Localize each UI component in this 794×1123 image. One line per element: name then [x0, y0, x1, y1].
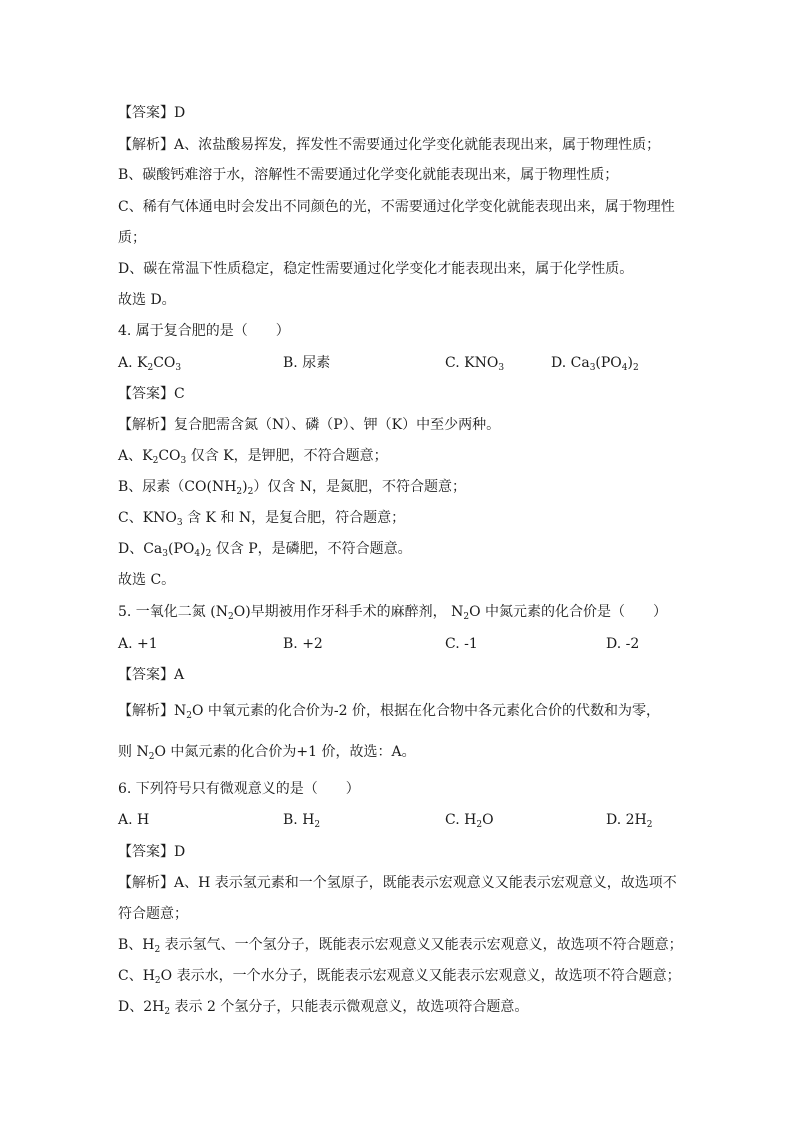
analysis-tag: 【解析】 — [118, 137, 174, 153]
answer-value: D — [174, 105, 186, 121]
analysis-tag: 【解析】 — [118, 703, 174, 719]
conclusion-line: 故选 C。 — [118, 572, 176, 588]
answer-tag: 【答案】 — [118, 844, 174, 860]
analysis-line: 符合题意； — [118, 906, 188, 922]
analysis-line — [118, 136, 660, 154]
analysis-line: C、$KNO_3$ 含 K 和 N，是复合肥，符合题意； — [118, 510, 406, 528]
analysis-line: B、碳酸钙难溶于水，溶解性不需要通过化学变化就能表现出来，属于物理性质； — [118, 167, 619, 183]
option-c: C. -1 — [445, 636, 478, 652]
question-stem: 4. 属于复合肥的是（ ） — [118, 323, 290, 339]
answer-line — [118, 666, 184, 684]
option-a: A. +1 — [118, 636, 158, 652]
answer-value: A — [174, 667, 185, 683]
answer-tag: 【答案】 — [118, 386, 174, 402]
analysis-tag: 【解析】 — [118, 875, 174, 891]
answer-line — [118, 843, 185, 861]
analysis-line: D、$Ca_3(PO_4)_2$ 仅含 P，是磷肥，不符合题意。 — [118, 541, 412, 559]
analysis-text: 复合肥需含氮（N）、磷（P）、钾（K）中至少两种。 — [174, 417, 501, 433]
analysis-line — [118, 416, 500, 434]
analysis-line: B、$H_2$ 表示氢气、一个氢分子，既能表示宏观意义又能表示宏观意义，故选项不符合题意； — [118, 937, 683, 955]
question-stem: 5. 一氧化二氮 $(N_2O)$早期被用作牙科手术的麻醉剂， $N_2O$ 中氮元素的化合价是（ ） — [118, 604, 668, 622]
analysis-tag: 【解析】 — [118, 417, 174, 433]
option-b: B. $H_2$ — [283, 812, 321, 830]
answer-value: C — [174, 386, 185, 402]
option-b: B. +2 — [283, 636, 323, 652]
answer-tag: 【答案】 — [118, 105, 174, 121]
analysis-line: D、$2H_2$ 表示 2 个氢分子，只能表示微观意义，故选项符合题意。 — [118, 999, 529, 1017]
analysis-line: A、$K_2CO_3$ 仅含 K，是钾肥，不符合题意； — [118, 448, 388, 466]
answer-line — [118, 104, 185, 122]
analysis-line: B、尿素$(CO(NH_2)_2)$仅含 N，是氮肥，不符合题意； — [118, 479, 467, 497]
answer-tag: 【答案】 — [118, 667, 174, 683]
option-d: D. $Ca_3(PO_4)_2$ — [551, 355, 639, 373]
option-d: D. $2H_2$ — [606, 812, 653, 830]
analysis-text: A、浓盐酸易挥发，挥发性不需要通过化学变化就能表现出来，属于物理性质； — [174, 137, 661, 153]
analysis-line: D、碳在常温下性质稳定，稳定性需要通过化学变化才能表现出来，属于化学性质。 — [118, 261, 634, 277]
analysis-line: C、稀有气体通电时会发出不同颜色的光，不需要通过化学变化就能表现出来，属于物理性 — [118, 199, 675, 215]
analysis-line: 则 $N_2O$ 中氮元素的化合价为+1 价，故选：A。 — [118, 744, 416, 762]
answer-value: D — [174, 844, 186, 860]
option-c: C. $H_2O$ — [445, 812, 494, 830]
option-a: A. H — [118, 812, 150, 828]
analysis-line: C、$H_2O$ 表示水，一个水分子，既能表示宏观意义又能表示宏观意义，故选项不符合题意； — [118, 968, 681, 986]
analysis-line: 【解析】A、H 表示氢元素和一个氢原子，既能表示宏观意义又能表示宏观意义，故选项不 — [118, 875, 677, 891]
option-a: A. $K_2CO_3$ — [118, 355, 182, 373]
option-b: B. 尿素 — [283, 355, 331, 371]
analysis-line: 质； — [118, 230, 146, 246]
option-c: C. $KNO_3$ — [445, 355, 505, 373]
option-d: D. -2 — [606, 636, 640, 652]
question-stem: 6. 下列符号只有微观意义的是（ ） — [118, 781, 360, 797]
answer-line — [118, 385, 185, 403]
conclusion-line: 故选 D。 — [118, 292, 176, 308]
analysis-line: 【解析】$N_2O$ 中氧元素的化合价为-2 价，根据在化合物中各元素化合价的代数和为零， — [118, 703, 660, 721]
